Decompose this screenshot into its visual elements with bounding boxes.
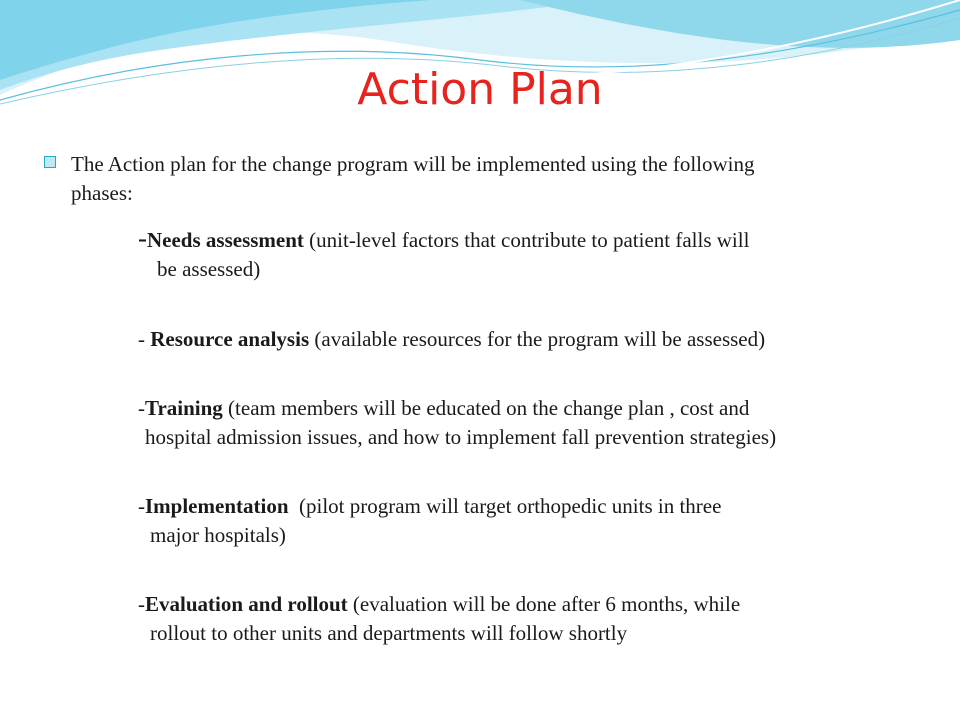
intro-text [71, 150, 924, 208]
phase-desc-line-1: (unit-level factors that contribute to patient falls will [303, 228, 750, 252]
phase-dash: - [138, 327, 151, 351]
phase-needs-assessment [138, 224, 928, 284]
phase-desc-line-1: (available resources for the program will be assessed) [309, 327, 766, 351]
phase-name: Training [145, 396, 223, 420]
phase-resource-analysis [138, 325, 928, 354]
phase-implementation [138, 492, 928, 550]
phase-desc-line-1: (pilot program will target orthopedic units in three [288, 494, 722, 518]
phase-desc-line-2: hospital admission issues, and how to implement fall prevention strategies) [145, 425, 777, 449]
phase-name: Implementation [145, 494, 289, 518]
intro-line-2: phases: [71, 181, 133, 205]
phase-evaluation-rollout [138, 590, 928, 648]
phase-desc-line-1: (team members will be educated on the change plan , cost and [222, 396, 750, 420]
square-bullet-icon [44, 156, 56, 168]
slide-title: Action Plan [357, 64, 603, 115]
phase-name: Evaluation and rollout [145, 592, 348, 616]
phase-desc-line-1: (evaluation will be done after 6 months, while [347, 592, 741, 616]
phase-name: Resource analysis [150, 327, 310, 351]
phase-dash: - [138, 592, 145, 616]
phase-training [138, 394, 928, 452]
phase-dash: - [138, 396, 145, 420]
phase-dash: - [138, 494, 145, 518]
intro-bullet [44, 150, 924, 208]
phase-name: Needs assessment [147, 228, 304, 252]
phase-desc-line-2: major hospitals) [150, 523, 286, 547]
phase-dash: - [138, 223, 147, 253]
intro-line-1: The Action plan for the change program will be implemented using the following [71, 152, 755, 176]
phase-desc-line-2: be assessed) [157, 257, 261, 281]
phase-desc-line-2: rollout to other units and departments will follow shortly [150, 621, 628, 645]
